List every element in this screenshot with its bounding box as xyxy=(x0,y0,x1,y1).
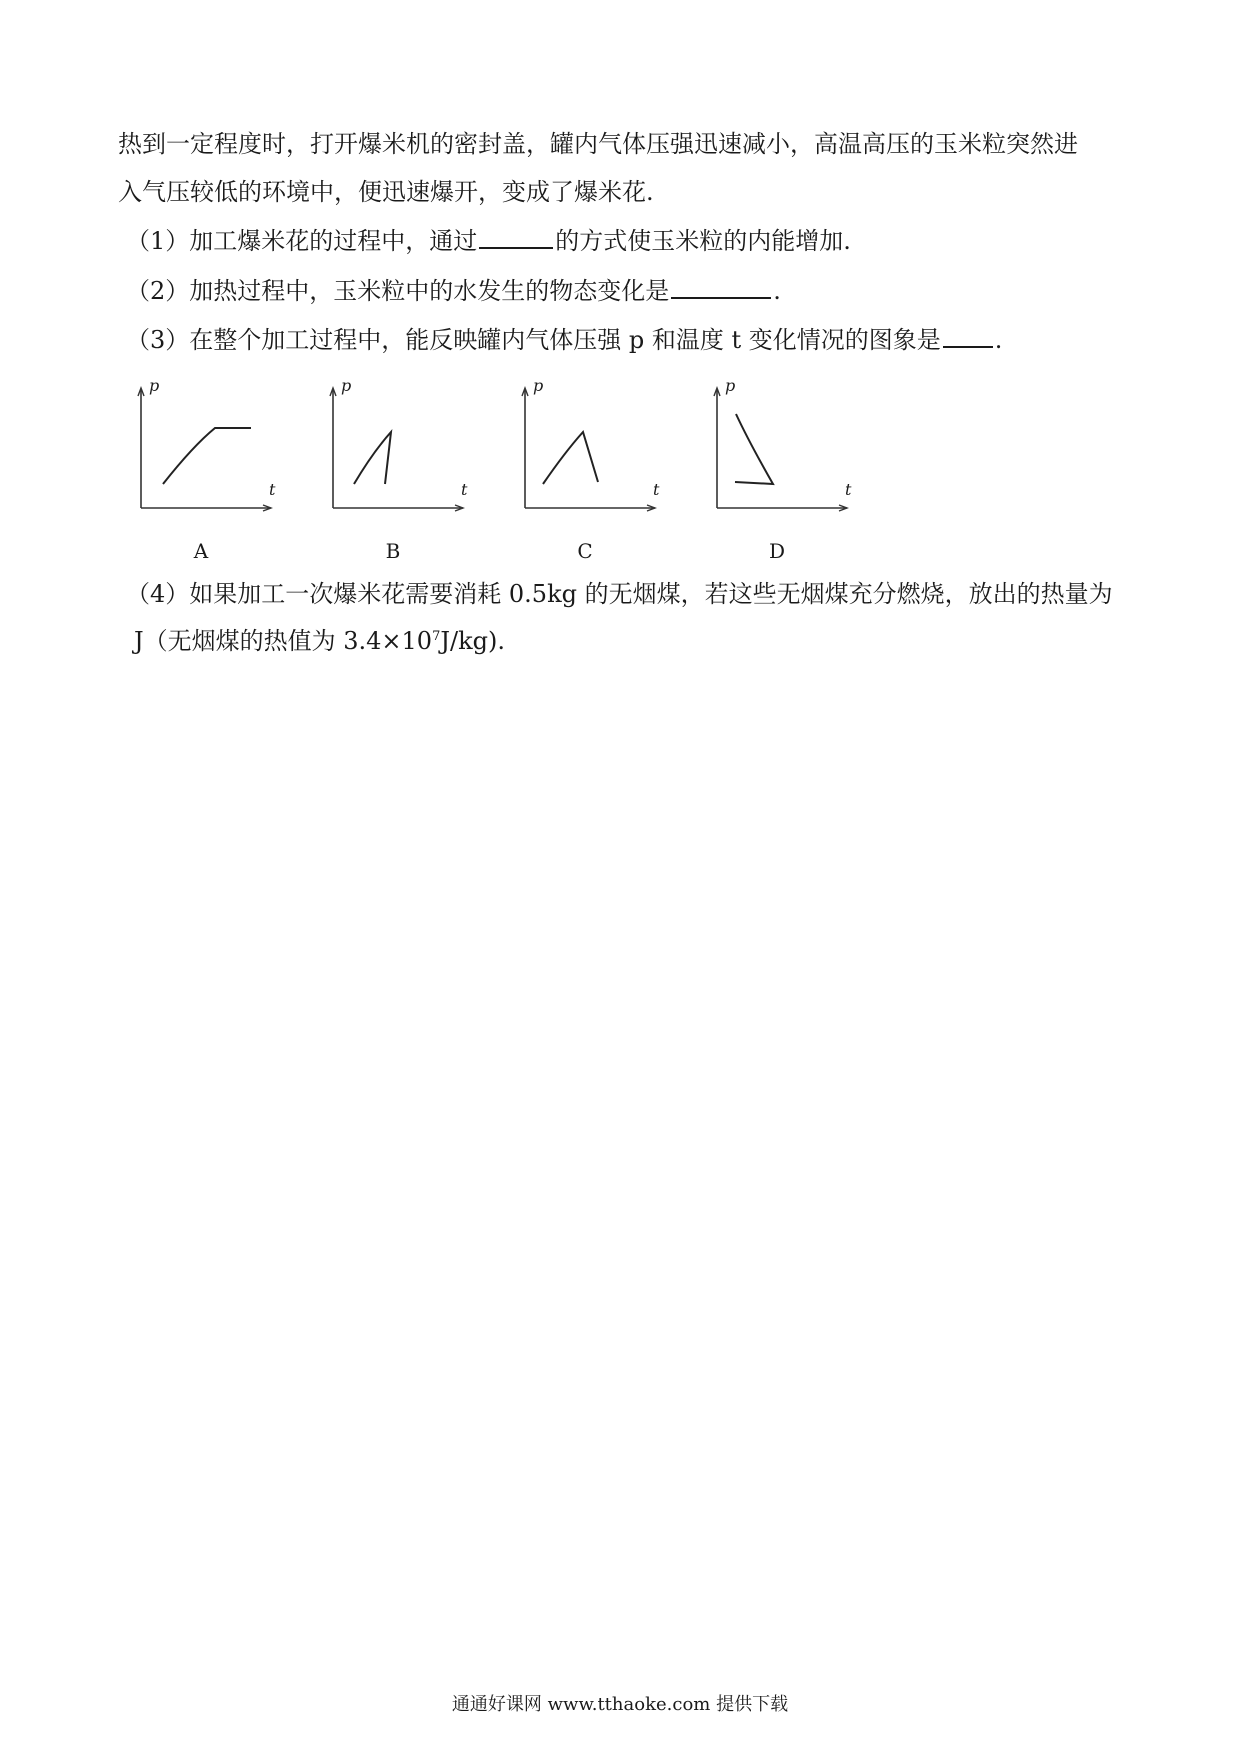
graph-b-label: B xyxy=(385,539,401,563)
question-1 xyxy=(126,225,851,257)
question-4-line-1: （4）如果加工一次爆米花需要消耗 0.5kg 的无烟煤，若这些无烟煤充分燃烧，放出的热量为 xyxy=(126,580,1113,608)
question-3-text-end: . xyxy=(994,326,1003,354)
graph-d-curve xyxy=(735,414,773,484)
question-4-text: J（无烟煤的热值为 3.4×10 xyxy=(134,627,433,655)
graph-a-y-label: p xyxy=(149,376,160,395)
graph-d-y-label: p xyxy=(725,376,736,395)
graph-d-x-label: t xyxy=(845,480,852,499)
graph-option-a xyxy=(133,378,283,518)
graph-c-curve xyxy=(543,432,598,484)
question-3-text: （3）在整个加工过程中，能反映罐内气体压强 p 和温度 t 变化情况的图象是 xyxy=(126,326,941,354)
question-2-text-end: . xyxy=(773,277,781,305)
graph-b-x-label: t xyxy=(461,480,468,499)
graph-a-x-label: t xyxy=(269,480,276,499)
paragraph-line-2: 入气压较低的环境中，便迅速爆开，变成了爆米花. xyxy=(118,178,654,206)
question-4-line-2 xyxy=(134,625,505,657)
graph-c-y-label: p xyxy=(533,376,544,395)
answer-blank-1[interactable] xyxy=(479,225,553,249)
graph-option-b xyxy=(325,378,475,518)
answer-blank-2[interactable] xyxy=(671,275,771,299)
question-4-text-end: J/kg). xyxy=(440,627,505,655)
graph-a-curve xyxy=(163,428,251,484)
exponent: 7 xyxy=(432,629,441,644)
answer-blank-3[interactable] xyxy=(943,324,993,348)
graph-c-label: C xyxy=(577,539,593,563)
question-2-text: （2）加热过程中，玉米粒中的水发生的物态变化是 xyxy=(126,277,670,305)
graph-a-label: A xyxy=(193,539,209,563)
question-1-text: （1）加工爆米花的过程中，通过 xyxy=(126,227,478,255)
graph-d-label: D xyxy=(768,539,786,563)
page-footer: 通通好课网 www.tthaoke.com 提供下载 xyxy=(451,1694,789,1715)
graph-option-c xyxy=(517,378,667,518)
graph-b-y-label: p xyxy=(341,376,352,395)
paragraph-line-1: 热到一定程度时，打开爆米机的密封盖，罐内气体压强迅速减小，高温高压的玉米粒突然进 xyxy=(118,130,1078,158)
question-2 xyxy=(126,275,781,307)
graph-option-d xyxy=(709,378,859,518)
graph-b-curve xyxy=(354,432,391,484)
question-3 xyxy=(126,324,1002,356)
question-1-text-end: 的方式使玉米粒的内能增加. xyxy=(555,227,851,255)
graph-c-x-label: t xyxy=(653,480,660,499)
